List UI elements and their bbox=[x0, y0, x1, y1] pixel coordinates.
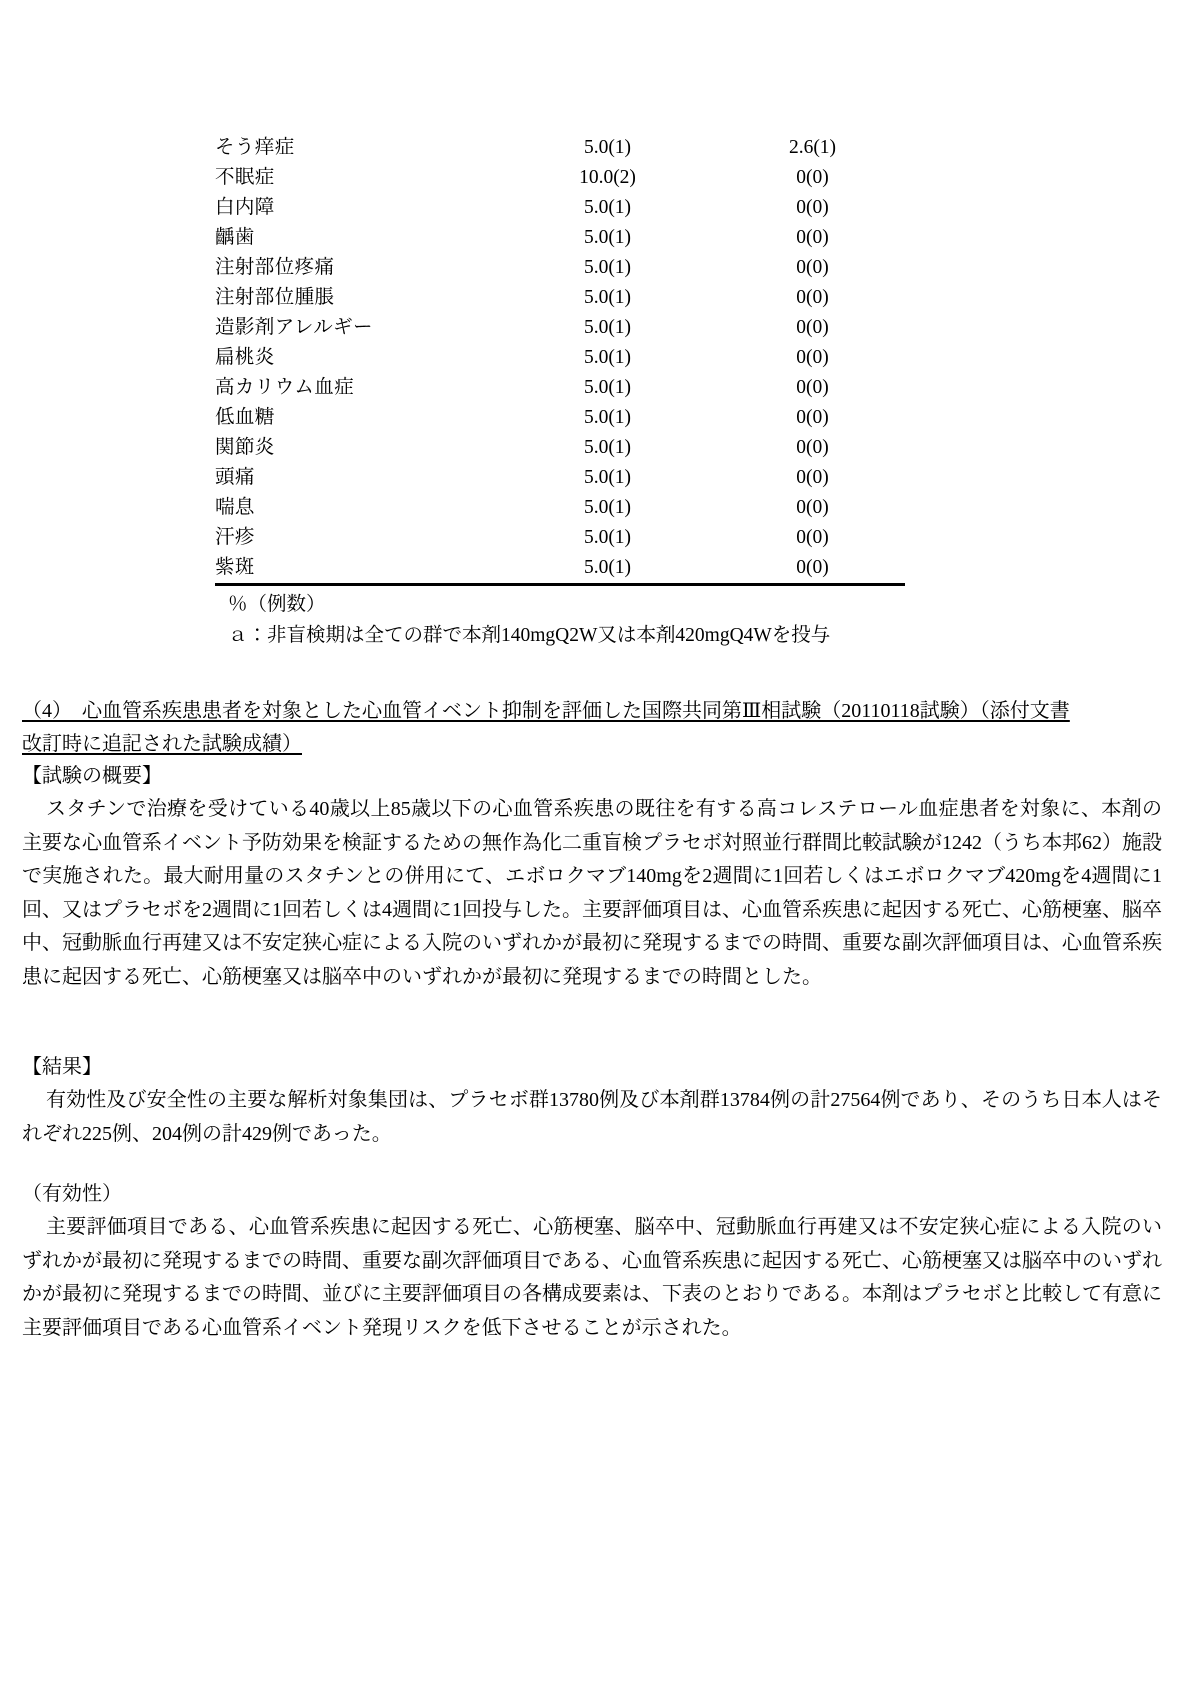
adverse-event-value-col2: 0(0) bbox=[796, 497, 829, 518]
adverse-event-value-col1: 5.0(1) bbox=[583, 137, 632, 158]
adverse-event-term: 汗疹 bbox=[215, 527, 255, 548]
adverse-event-term: 低血糖 bbox=[215, 407, 275, 428]
adverse-event-table-body bbox=[215, 133, 905, 585]
adverse-event-value-col2: 0(0) bbox=[796, 287, 829, 308]
adverse-event-value-col1: 5.0(1) bbox=[583, 317, 632, 338]
adverse-event-value-col1: 5.0(1) bbox=[583, 377, 632, 398]
adverse-event-term: 頭痛 bbox=[215, 467, 255, 488]
adverse-event-value-col1: 5.0(1) bbox=[583, 287, 632, 308]
adverse-event-value-col2: 0(0) bbox=[796, 197, 829, 218]
section-heading-line1: 心血管系疾患患者を対象とした心血管イベント抑制を評価した国際共同第Ⅲ相試験（20110118試験）（添付文書 bbox=[82, 700, 1070, 722]
adverse-event-value-col2: 0(0) bbox=[796, 317, 829, 338]
adverse-event-value-col1: 5.0(1) bbox=[583, 197, 632, 218]
table-row bbox=[215, 193, 905, 223]
table-row bbox=[215, 253, 905, 283]
table-footnote-a: ａ：非盲検期は全ての群で本剤140mgQ2W又は本剤420mgQ4Wを投与 bbox=[228, 625, 831, 646]
table-row bbox=[215, 163, 905, 193]
table-row bbox=[215, 433, 905, 463]
adverse-event-value-col2: 0(0) bbox=[796, 377, 829, 398]
adverse-event-value-col2: 0(0) bbox=[720, 553, 905, 585]
adverse-event-term: 齲歯 bbox=[215, 227, 255, 248]
study-outline-body: スタチンで治療を受けている40歳以上85歳以下の心血管系疾患の既往を有する高コレステロール血症患者を対象に、本剤の主要な心血管系イベント予防効果を検証するための無作為化二重盲検プラセボ対照並行群間比較試験が1242（うち本邦62）施設で実施された。最大耐用量のスタチンとの併用にて、エボロクマブ140mgを2週間に1回若しくはエボロクマブ420mgを4週間に1回、又はプラセボを2週間に1回若しくは4週間に1回投与した。主要評価項目は、心血管系疾患に起因する死亡、心筋梗塞、脳卒中、冠動脈血行再建又は不安定狭心症による入院のいずれかが最初に発現するまでの時間、重要な副次評価項目は、心血管系疾患に起因する死亡、心筋梗塞又は脳卒中のいずれかが最初に発現するまでの時間とした。 bbox=[22, 798, 1162, 988]
table-row bbox=[215, 553, 905, 585]
efficacy-label-block bbox=[22, 1178, 1162, 1212]
table-row bbox=[215, 463, 905, 493]
adverse-event-value-col2: 0(0) bbox=[796, 467, 829, 488]
adverse-event-value-col1: 10.0(2) bbox=[579, 167, 636, 188]
table-row bbox=[215, 403, 905, 433]
adverse-event-value-col2: 2.6(1) bbox=[788, 137, 837, 158]
adverse-event-value-col2: 0(0) bbox=[796, 527, 829, 548]
adverse-event-value-col1: 5.0(1) bbox=[583, 347, 632, 368]
section-heading-number: （4） bbox=[22, 700, 72, 722]
adverse-event-term: 注射部位腫脹 bbox=[215, 287, 335, 308]
adverse-event-value-col1: 5.0(1) bbox=[495, 553, 720, 585]
table-row bbox=[215, 133, 905, 163]
adverse-event-value-col1: 5.0(1) bbox=[583, 257, 632, 278]
efficacy-body: 主要評価項目である、心血管系疾患に起因する死亡、心筋梗塞、脳卒中、冠動脈血行再建又は不安定狭心症による入院のいずれかが最初に発現するまでの時間、重要な副次評価項目である、心血管系疾患に起因する死亡、心筋梗塞又は脳卒中のいずれかが最初に発現するまでの時間、並びに主要評価項目の各構成要素は、下表のとおりである。本剤はプラセボと比較して有意に主要評価項目である心血管系イベント発現リスクを低下させることが示された。 bbox=[22, 1216, 1162, 1339]
adverse-event-value-col2: 0(0) bbox=[796, 227, 829, 248]
table-row bbox=[215, 373, 905, 403]
adverse-event-value-col1: 5.0(1) bbox=[583, 437, 632, 458]
adverse-event-term: 不眠症 bbox=[215, 167, 275, 188]
results-body: 有効性及び安全性の主要な解析対象集団は、プラセボ群13780例及び本剤群13784例の計27564例であり、そのうち日本人はそれぞれ225例、204例の計429例であった。 bbox=[22, 1089, 1162, 1145]
adverse-event-term: 造影剤アレルギー bbox=[215, 317, 373, 338]
adverse-event-value-col2: 0(0) bbox=[796, 437, 829, 458]
table-row bbox=[215, 343, 905, 373]
study-outline-label: 【試験の概要】 bbox=[22, 765, 162, 787]
adverse-event-term: 白内障 bbox=[215, 197, 275, 218]
table-row bbox=[215, 493, 905, 523]
study-outline-label-block bbox=[22, 760, 1162, 794]
adverse-event-term: 関節炎 bbox=[215, 437, 275, 458]
adverse-event-term: そう痒症 bbox=[215, 137, 295, 158]
adverse-event-table-container bbox=[215, 133, 905, 586]
adverse-event-term: 扁桃炎 bbox=[215, 347, 275, 368]
adverse-event-value-col2: 0(0) bbox=[796, 257, 829, 278]
adverse-event-value-col1: 5.0(1) bbox=[583, 227, 632, 248]
table-row bbox=[215, 283, 905, 313]
table-row bbox=[215, 313, 905, 343]
adverse-event-value-col2: 0(0) bbox=[796, 407, 829, 428]
adverse-event-term: 注射部位疼痛 bbox=[215, 257, 335, 278]
adverse-event-term: 紫斑 bbox=[215, 553, 495, 585]
section-heading-line2: 改訂時に追記された試験成績） bbox=[22, 733, 302, 755]
adverse-event-value-col1: 5.0(1) bbox=[583, 527, 632, 548]
table-note-unit: ％（例数） bbox=[228, 594, 326, 615]
adverse-event-table bbox=[215, 133, 905, 586]
results-label: 【結果】 bbox=[22, 1056, 102, 1078]
adverse-event-value-col2: 0(0) bbox=[796, 167, 829, 188]
section-heading bbox=[22, 695, 1162, 761]
adverse-event-value-col1: 5.0(1) bbox=[583, 497, 632, 518]
adverse-event-value-col2: 0(0) bbox=[796, 347, 829, 368]
adverse-event-value-col1: 5.0(1) bbox=[583, 467, 632, 488]
table-row bbox=[215, 523, 905, 553]
results-label-block bbox=[22, 1051, 1162, 1085]
adverse-event-term: 高カリウム血症 bbox=[215, 377, 355, 398]
efficacy-label: （有効性） bbox=[22, 1183, 122, 1205]
table-row bbox=[215, 223, 905, 253]
adverse-event-term: 喘息 bbox=[215, 497, 255, 518]
adverse-event-value-col1: 5.0(1) bbox=[583, 407, 632, 428]
